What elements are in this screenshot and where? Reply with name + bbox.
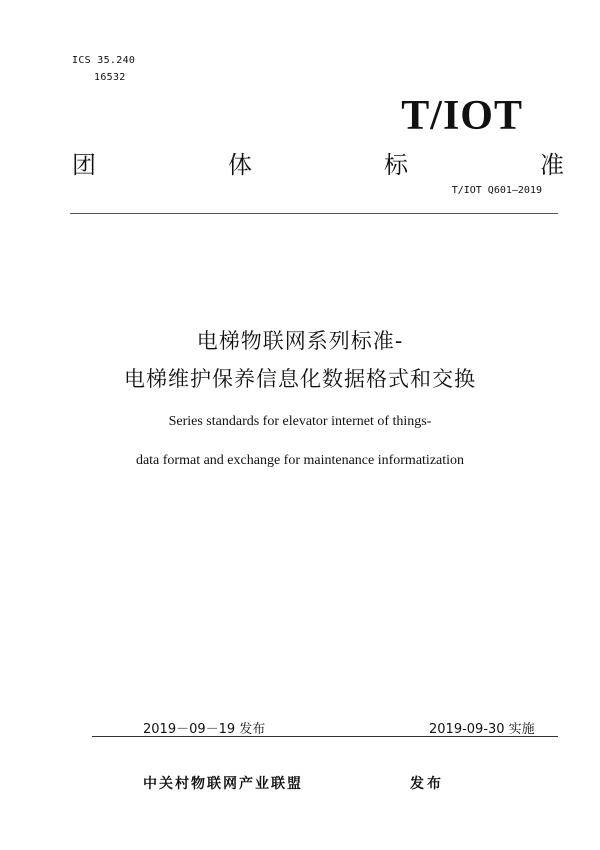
header-divider [70,213,558,214]
standard-type-char: 团 [72,151,96,179]
title-zh-line1: 电梯物联网系列标准- [196,329,404,353]
standard-logo: T/IOT [401,93,523,139]
implement-date: 2019-09-30 实施 [429,722,535,737]
standard-type-char: 体 [228,151,252,179]
issue-date: 2019－09－19 发布 [143,722,266,737]
ics-code: ICS 35.240 [72,55,136,66]
title-en-line1: Series standards for elevator internet of things- [168,414,432,429]
issue-label: 发布 [410,776,444,792]
standard-number: T/IOT Q601—2019 [451,185,542,196]
ccs-code: 16532 [94,72,126,83]
footer-divider [92,736,558,737]
publisher-name: 中关村物联网产业联盟 [143,776,303,792]
title-en-line2: data format and exchange for maintenance informatization [135,453,465,468]
title-zh-line2: 电梯维护保养信息化数据格式和交换 [124,367,476,391]
standard-type-heading [72,145,564,180]
standard-type-char: 标 [384,151,408,179]
standard-type-char: 准 [540,151,564,179]
